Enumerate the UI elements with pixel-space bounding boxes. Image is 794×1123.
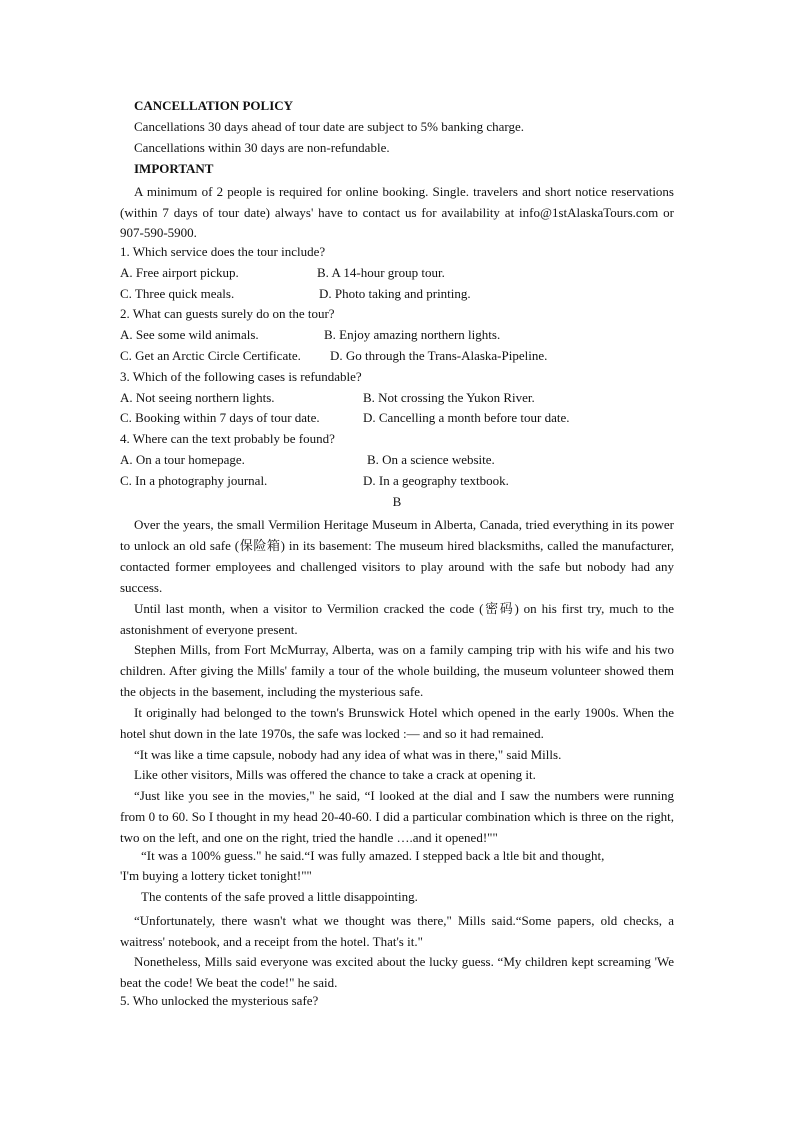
question-3-option-a: A. Not seeing northern lights. [120, 390, 275, 405]
passage-paragraph-9: “Unfortunately, there wasn't what we thought was there," Mills said.“Some papers, old checks, a waitress' notebook, and a receipt from the hotel. That's it." [120, 913, 674, 949]
question-1-stem: 1. Which service does the tour include? [120, 244, 326, 259]
passage-guess-line-2: 'I'm buying a lottery ticket tonight!"" [120, 868, 312, 883]
question-2-option-a: A. See some wild animals. [120, 327, 259, 342]
cancellation-heading: CANCELLATION POLICY [134, 98, 294, 113]
question-4-option-c: C. In a photography journal. [120, 473, 268, 488]
question-1-option-b: B. A 14-hour group tour. [317, 265, 445, 280]
question-2-option-b: B. Enjoy amazing northern lights. [324, 327, 501, 342]
question-4-stem: 4. Where can the text probably be found? [120, 431, 335, 446]
important-heading: IMPORTANT [134, 161, 214, 176]
passage-paragraph-4: It originally had belonged to the town's Brunswick Hotel which opened in the early 1900s. When the hotel shut down in the late 1970s, the safe was locked :— and so it had remained. [120, 705, 674, 741]
passage-paragraph-6: Like other visitors, Mills was offered the chance to take a crack at opening it. [134, 767, 536, 782]
question-3-option-b: B. Not crossing the Yukon River. [363, 390, 535, 405]
question-4-option-d: D. In a geography textbook. [363, 473, 509, 488]
passage-paragraph-7: “Just like you see in the movies," he said, “I looked at the dial and I saw the numbers were running from 0 to 60. So I thought in my head 20-40-60. I did a particular combination which is three on the right, two on the left, and one on the right, tried the handle ….and it opened!"" [120, 788, 674, 845]
passage-paragraph-2: Until last month, when a visitor to Vermilion cracked the code (密码) on his first try, much to the astonishment of everyone present. [120, 601, 674, 637]
cancellation-line-1: Cancellations 30 days ahead of tour date are subject to 5% banking charge. [134, 119, 524, 134]
passage-paragraph-1: Over the years, the small Vermilion Heritage Museum in Alberta, Canada, tried everything in its power to unlock an old safe (保险箱) in its basement: The museum hired blacksmiths, called the manufacturer, contacted former employees and challenged visitors to play around with the safe but nobody had any success. [120, 517, 674, 595]
passage-guess-line-1: “It was a 100% guess." he said.“I was fully amazed. I stepped back a ltle bit and thought, [141, 848, 605, 863]
question-5-stem: 5. Who unlocked the mysterious safe? [120, 993, 319, 1008]
question-4-option-b: B. On a science website. [367, 452, 495, 467]
question-1-option-c: C. Three quick meals. [120, 286, 235, 301]
question-3-option-c: C. Booking within 7 days of tour date. [120, 410, 320, 425]
question-4-option-a: A. On a tour homepage. [120, 452, 245, 467]
question-2-option-d: D. Go through the Trans-Alaska-Pipeline. [330, 348, 548, 363]
question-3-option-d: D. Cancelling a month before tour date. [363, 410, 570, 425]
cancellation-line-2: Cancellations within 30 days are non-refundable. [134, 140, 390, 155]
passage-paragraph-3: Stephen Mills, from Fort McMurray, Alberta, was on a family camping trip with his wife and his two children. After giving the Mills' family a tour of the whole building, the museum volunteer showed them the objects in the basement, including the mysterious safe. [120, 642, 674, 699]
question-3-stem: 3. Which of the following cases is refundable? [120, 369, 362, 384]
passage-paragraph-5: “It was like a time capsule, nobody had any idea of what was in there," said Mills. [134, 747, 562, 762]
question-1-option-d: D. Photo taking and printing. [319, 286, 471, 301]
question-2-option-c: C. Get an Arctic Circle Certificate. [120, 348, 301, 363]
passage-paragraph-8: The contents of the safe proved a little disappointing. [141, 889, 418, 904]
passage-paragraph-10: Nonetheless, Mills said everyone was excited about the lucky guess. “My children kept screaming 'We beat the code! We beat the code!" he said. [120, 954, 674, 990]
important-text: A minimum of 2 people is required for online booking. Single. travelers and short notice reservations (within 7 days of tour date) always' have to contact us for availability at info@1stAlaskaTours.com or 907-590-5900. [120, 184, 674, 240]
question-2-stem: 2. What can guests surely do on the tour? [120, 306, 335, 321]
section-b-label: B [392, 494, 402, 509]
question-1-option-a: A. Free airport pickup. [120, 265, 239, 280]
